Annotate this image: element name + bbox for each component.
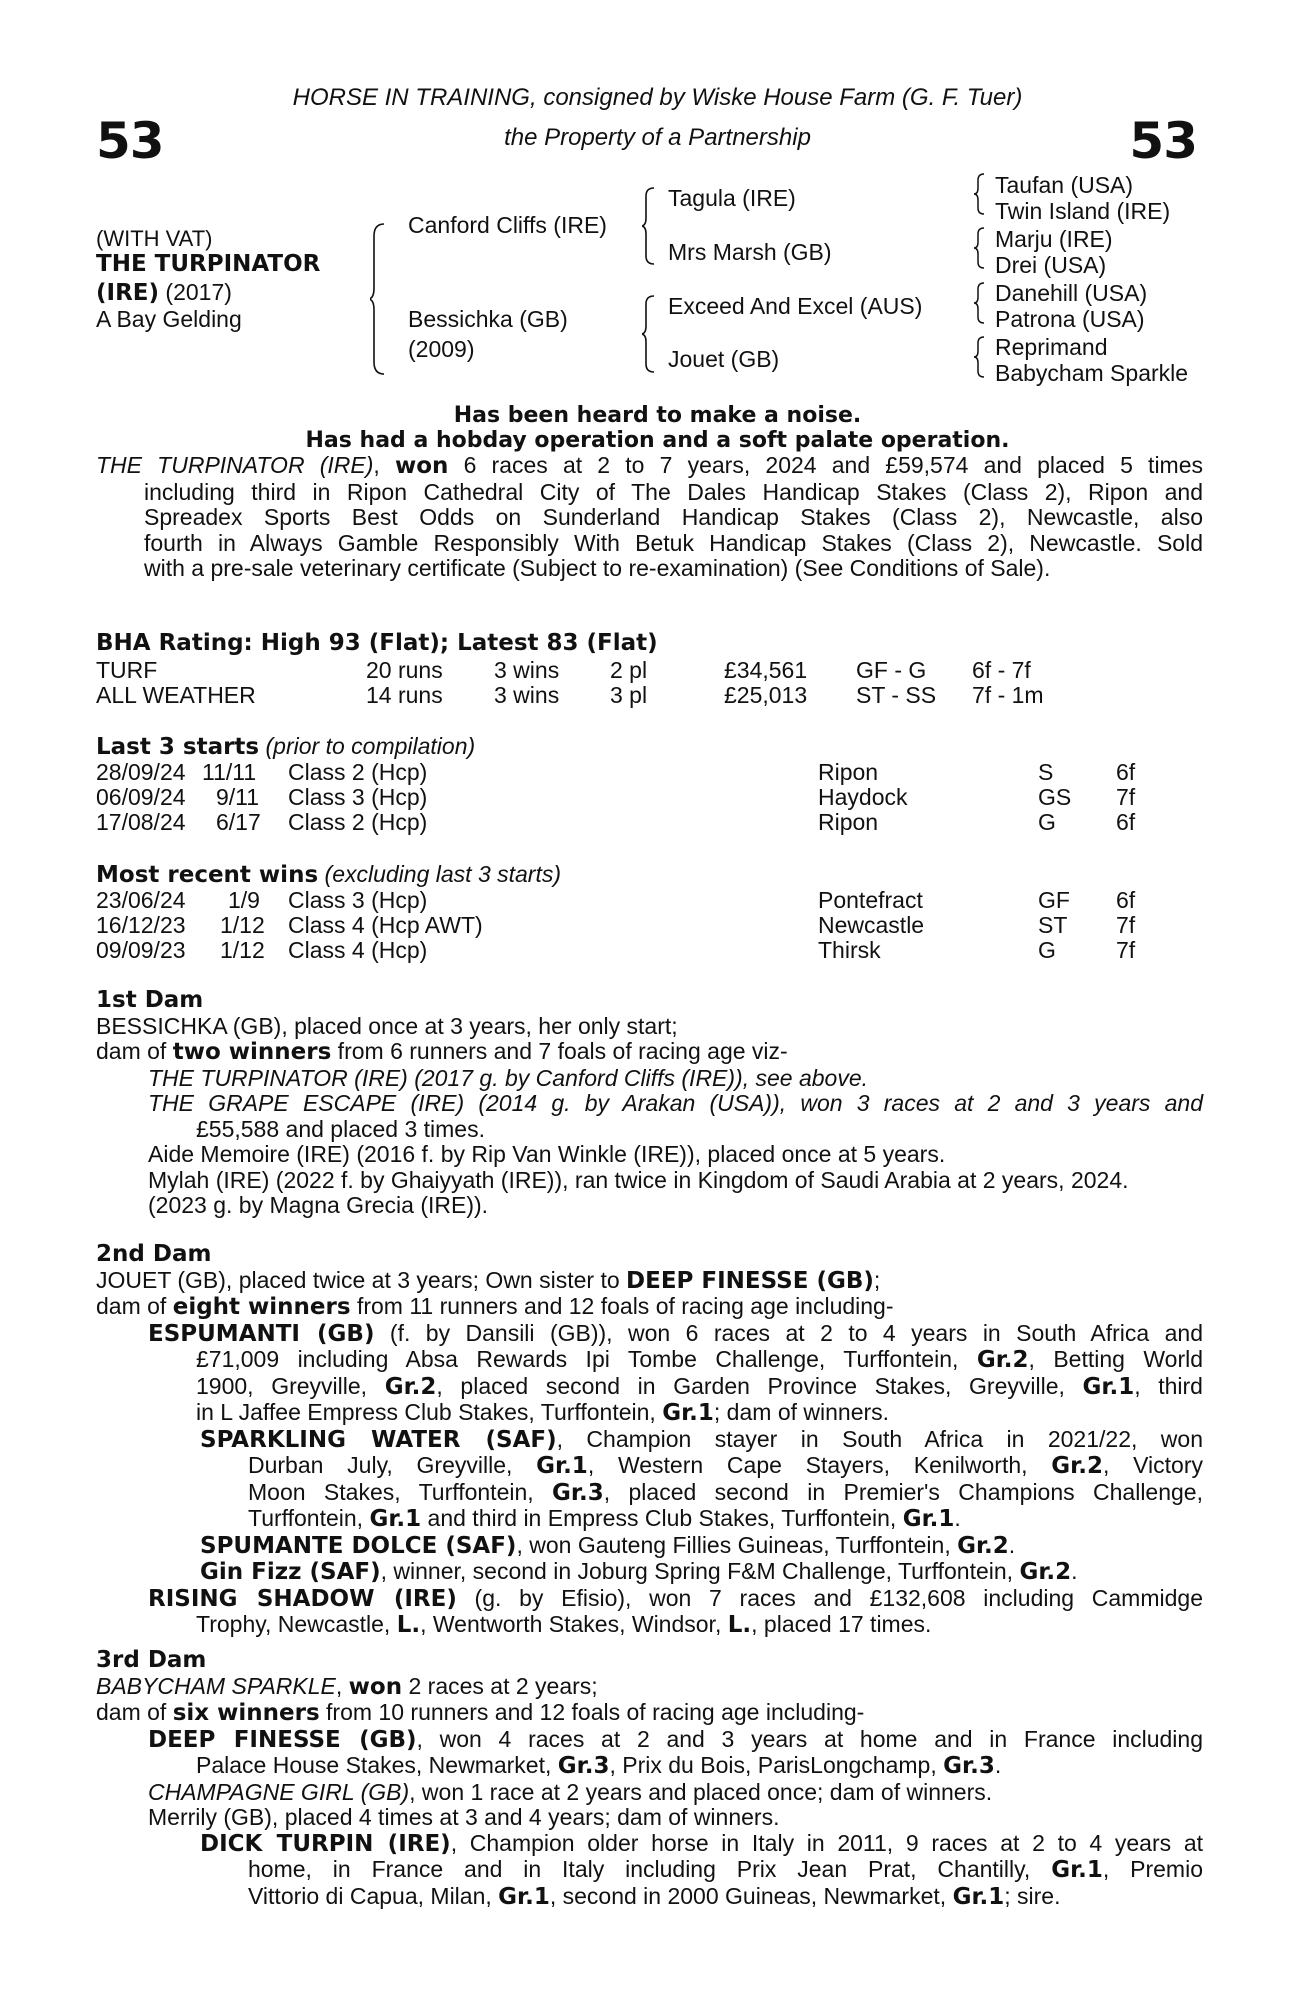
distance: 6f - 7f [972,657,1031,683]
pedigree-brace-main [370,222,388,376]
first-dam-foal-2: THE GRAPE ESCAPE (IRE) (2014 g. by Arakan (USA)), won 3 races at 2 and 3 years and [148,1090,1203,1116]
going: GF - G [856,657,927,683]
property-line: the Property of a Partnership [504,124,811,151]
horse-description: A Bay Gelding [96,306,242,332]
summary-line-3: Spreadex Sports Best Odds on Sunderland Handicap Stakes (Class 2), Newcastle, also [144,504,1203,530]
summary-line-4: fourth in Always Gamble Responsibly With Betuk Handicap Stakes (Class 2), Newcastle. Sold [144,529,1203,556]
summary-line-2: including third in Ripon Cathedral City of The Dales Handicap Stakes (Class 2), Ripon and [144,478,1203,505]
horse-name-suffix: (IRE) (2017) [96,279,232,306]
first-dam-section [96,988,1203,1219]
second-dam-line-2: dam of eight winners from 11 runners and 12 foals of racing age including- [96,1293,894,1320]
pedigree-brace-sire [642,186,658,266]
deep-finesse-line-2: Palace House Stakes, Newmarket, Gr.3, Prix du Bois, ParisLongchamp, Gr.3. [196,1752,1002,1779]
rising-shadow-line-1: RISING SHADOW (IRE) (g. by Efisio), won 7 races and £132,608 including Cammidge [148,1584,1203,1612]
distance: 7f - 1m [972,682,1044,708]
first-dam-foal-1: THE TURPINATOR (IRE) (2017 g. by Canford Cliffs (IRE)), see above. [148,1064,869,1091]
third-dam-section [96,1648,1203,1910]
espumanti-line-2: £71,009 including Absa Rewards Ipi Tombe Challenge, Turffontein, Gr.2, Betting World [196,1346,1203,1373]
first-dam-foal-4: Mylah (IRE) (2022 f. by Ghaiyyath (IRE)), ran twice in Kingdom of Saudi Arabia at 2 years, 2024. [148,1166,1129,1193]
going: ST - SS [856,682,937,708]
gin-fizz-line: Gin Fizz (SAF), winner, second in Joburg Spring F&M Challenge, Turffontein, Gr.2. [200,1558,1078,1585]
placed: 3 pl [610,682,648,708]
summary-line-1: THE TURPINATOR (IRE), won 6 races at 2 to 7 years, 2024 and £59,574 and placed 5 times [96,452,1204,479]
pedigree-brace-g1 [974,172,988,216]
first-dam-foal-3: Aide Memoire (IRE) (2016 f. by Rip Van Winkle (IRE)), placed once at 5 years. [148,1141,946,1167]
second-dam-line-1: JOUET (GB), placed twice at 3 years; Own sister to DEEP FINESSE (GB); [96,1266,881,1294]
placed: 2 pl [610,657,648,683]
recent-wins-heading: Most recent wins (excluding last 3 starts) [96,861,562,888]
wins: 3 wins [494,657,560,683]
spumante-dolce-line: SPUMANTE DOLCE (SAF), won Gauteng Fillies Guineas, Turffontein, Gr.2. [200,1531,1016,1559]
ggp-2a: Marju (IRE) [995,226,1113,252]
sparkling-water-line-3: Moon Stakes, Turffontein, Gr.3, placed second in Premier's Champions Challenge, [248,1478,1203,1506]
dam-dam: Jouet (GB) [668,346,780,372]
first-dam-line-1: BESSICHKA (GB), placed once at 3 years, her only start; [96,1012,678,1039]
rising-shadow-line-2: Trophy, Newcastle, L., Wentworth Stakes, Windsor, L., placed 17 times. [196,1611,932,1638]
espumanti-line-4: in L Jaffee Empress Club Stakes, Turffontein, Gr.1; dam of winners. [196,1399,890,1426]
catalogue-page: 53 53 HORSE IN TRAINING, consigned by Wiske House Farm (G. F. Tuer) the Property of a Partnership (WITH VAT) THE TURPINATOR (IRE) (2017) A Bay Gelding Canford Cliffs (IRE) Bessichka (GB) (2009) Tagula (IRE) Mrs Marsh (GB) Exceed And Excel (AUS) Jouet (GB) Taufan (USA) Twin Island (IRE) Marju (IRE) Drei (USA) Danehill (USA) Patrona (USA) Reprimand Babycham Sparkle Has been heard to make a noise. Has had a hobday operation and a soft palate operation. THE TURPINATOR (IRE), won 6 races at 2 to 7 years, 2024 and £59,574 and placed 5 times including third in Ripon Cathedral City of The Dales Handicap Stakes (Class 2), Ripon and Spreadex Sports Best Odds on Sunderland Handicap Stakes (Class 2), Newcastle, also fourth in Always Gamble Responsibly With Betuk Handicap Stakes (Class 2), Newcastle. Sold with a pre-sale veterinary certificate (Subject to re-examination) (See Conditions of Sale). BHA Rating: High 93 (Flat); Latest 83 (Flat) TURF 20 runs 3 wins 2 pl £34,561 GF - G 6f - 7f ALL WEATHER 14 runs 3 wins 3 pl £25,013 ST - SS 7f - 1m Last 3 starts (prior to compilation) 28/09/24 11/11 Class 2 (Hcp) Ripon S 6f 06/09/24 9/11 Class 3 (Hcp) Haydock GS 7f 17/08/24 6/17 Class 2 (Hcp) Ripon G 6f Most recent wins (excluding last 3 starts) 23/06/24 1/9 Class 3 (Hcp) Pontefract GF 6f 16/12/23 1/12 Class 4 (Hcp AWT) Newcastle ST 7f 09/09/23 1/12 Class 4 (Hcp) Thirsk G 7f 1st Dam BESSICHKA (GB), placed once at 3 years, her only start; dam of two winners from 6 runners and 7 foals of racing age viz- THE TURPINATOR (IRE) (2017 g. by Canford Cliffs (IRE)), see above. THE GRAPE ESCAPE (IRE) (2014 g. by Arakan (USA)), won 3 races at 2 and 3 years and £55,588 and placed 3 times. Aide Memoire (IRE) (2016 f. by Rip Van Winkle (IRE)), placed once at 5 years. Mylah (IRE) (2022 f. by Ghaiyyath (IRE)), ran twice in Kingdom of Saudi Arabia at 2 years, 2024. (2023 g. by Magna Grecia (IRE)). 2nd Dam JOUET (GB), placed twice at 3 years; Own sister to DEEP FINESSE (GB); dam of eight winners from 11 runners and 12 foals of racing age including- ESPUMANTI (GB) (f. by Dansili (GB)), won 6 races at 2 to 4 years in South Africa and £71,009 including Absa Rewards Ipi Tombe Challenge, Turffontein, Gr.2, Betting World 1900, Greyville, Gr.2, placed second in Garden Province Stakes, Greyville, Gr.1, third in L Jaffee Empress Club Stakes, Turffontein, Gr.1; dam of winners. SPARKLING WATER (SAF), Champion stayer in South Africa in 2021/22, won Durban July, Greyville, Gr.1, Western Cape Stayers, Kenilworth, Gr.2, Victory Moon Stakes, Turffontein, Gr.3, placed second in Premier's Champions Challenge, Turffontein, Gr.1 and third in Empress Club Stakes, Turffontein, Gr.1. SPUMANTE DOLCE (SAF), won Gauteng Fillies Guineas, Turffontein, Gr.2. Gin Fizz (SAF), winner, second in Joburg Spring F&M Challenge, Turffontein, Gr.2. RISING SHADOW (IRE) (g. by Efisio), won 7 races and £132,608 including Cammidge Trophy, Newcastle, L., Wentworth Stakes, Windsor, L., placed 17 times. 3rd Dam BABYCHAM SPARKLE, won 2 races at 2 years; dam of six winners from 10 runners and 12 foals of racing age including- DEEP FINESSE (GB), won 4 races at 2 and 3 years at home and in France including Palace House Stakes, Newmarket, Gr.3, Prix du Bois, ParisLongchamp, Gr.3. CHAMPAGNE GIRL (GB), won 1 race at 2 years and placed once; dam of winners. Merrily (GB), placed 4 times at 3 and 4 years; dam of winners. DICK TURPIN (IRE), Champion older horse in Italy in 2011, 9 races at 2 to 4 years at home, in France and in Italy including Prix Jean Prat, Chantilly, Gr.1, Premio Vittorio di Capua, Milan, Gr.1, second in 2000 Guineas, Newmarket, Gr.1; sire. [0,0,1315,2000]
espumanti-line-3: 1900, Greyville, Gr.2, placed second in Garden Province Stakes, Greyville, Gr.1, third [196,1372,1203,1400]
ggp-1a: Taufan (USA) [995,172,1134,198]
surface: TURF [96,657,158,683]
lot-number-left: 53 [96,112,164,170]
champagne-girl-line: CHAMPAGNE GIRL (GB), won 1 race at 2 years and placed once; dam of winners. [148,1778,993,1805]
consignor-line: HORSE IN TRAINING, consigned by Wiske House Farm (G. F. Tuer) [292,84,1023,111]
earnings: £25,013 [724,682,808,708]
second-dam-title: 2nd Dam [96,1241,212,1267]
third-dam-line-1: BABYCHAM SPARKLE, won 2 races at 2 years; [96,1672,598,1700]
sparkling-water-line-4: Turffontein, Gr.1 and third in Empress Club Stakes, Turffontein, Gr.1. [248,1505,961,1532]
last3-heading: Last 3 starts (prior to compilation) [96,733,476,760]
first-dam-foal-5: (2023 g. by Magna Grecia (IRE)). [148,1192,489,1218]
ggp-1b: Twin Island (IRE) [995,198,1171,224]
sire-name: Canford Cliffs (IRE) [408,212,607,238]
dick-turpin-line-1: DICK TURPIN (IRE), Champion older horse in Italy in 2011, 9 races at 2 to 4 years at [200,1829,1203,1857]
dam-sire: Exceed And Excel (AUS) [668,293,923,319]
dam-year: (2009) [408,336,475,362]
ggp-3b: Patrona (USA) [995,306,1145,332]
dick-turpin-line-3: Vittorio di Capua, Milan, Gr.1, second in 2000 Guineas, Newmarket, Gr.1; sire. [248,1882,1061,1910]
ggp-3a: Danehill (USA) [995,280,1148,306]
dick-turpin-line-2: home, in France and in Italy including Prix Jean Prat, Chantilly, Gr.1, Premio [248,1856,1203,1883]
earnings: £34,561 [724,657,808,683]
first-dam-line-2: dam of two winners from 6 runners and 7 foals of racing age viz- [96,1038,788,1065]
pedigree-brace-g4 [974,335,988,379]
deep-finesse-line-1: DEEP FINESSE (GB), won 4 races at 2 and 3 years at home and in France including [148,1725,1204,1753]
noise-note: Has been heard to make a noise. [453,403,862,428]
sire-dam: Mrs Marsh (GB) [668,239,832,265]
pedigree-brace-dam [642,294,658,374]
third-dam-line-2: dam of six winners from 10 runners and 12 foals of racing age including- [96,1699,865,1726]
ggp-4b: Babycham Sparkle [995,360,1189,386]
first-dam-title: 1st Dam [96,987,204,1013]
pedigree-brace-g3 [974,281,988,325]
wins: 3 wins [494,682,560,708]
sire-sire: Tagula (IRE) [668,185,796,211]
ggp-4a: Reprimand [995,334,1108,360]
third-dam-title: 3rd Dam [96,1647,207,1673]
horse-name: THE TURPINATOR [96,251,321,277]
ggp-2b: Drei (USA) [995,252,1107,278]
bha-rating-title: BHA Rating: High 93 (Flat); Latest 83 (Flat) [96,630,658,656]
surface: ALL WEATHER [96,682,256,708]
race-summary [96,453,1203,582]
merrily-line: Merrily (GB), placed 4 times at 3 and 4 years; dam of winners. [148,1804,780,1830]
espumanti-line-1: ESPUMANTI (GB) (f. by Dansili (GB)), won 6 races at 2 to 4 years in South Africa and [148,1319,1204,1347]
summary-line-5: with a pre-sale veterinary certificate (Subject to re-examination) (See Conditions of Sale). [144,555,1051,581]
lot-number-right: 53 [1129,112,1197,170]
second-dam-section [96,1242,1203,1639]
dam-name: Bessichka (GB) [408,306,568,332]
sparkling-water-line-2: Durban July, Greyville, Gr.1, Western Cape Stayers, Kenilworth, Gr.2, Victory [248,1452,1203,1479]
runs: 20 runs [366,657,443,683]
first-dam-foal-2-cont: £55,588 and placed 3 times. [196,1115,485,1142]
sparkling-water-line-1: SPARKLING WATER (SAF), Champion stayer in South Africa in 2021/22, won [200,1425,1203,1453]
operation-note: Has had a hobday operation and a soft palate operation. [305,428,1010,453]
vat-label: (WITH VAT) [96,226,213,251]
pedigree-brace-g2 [974,226,988,270]
runs: 14 runs [366,682,443,708]
